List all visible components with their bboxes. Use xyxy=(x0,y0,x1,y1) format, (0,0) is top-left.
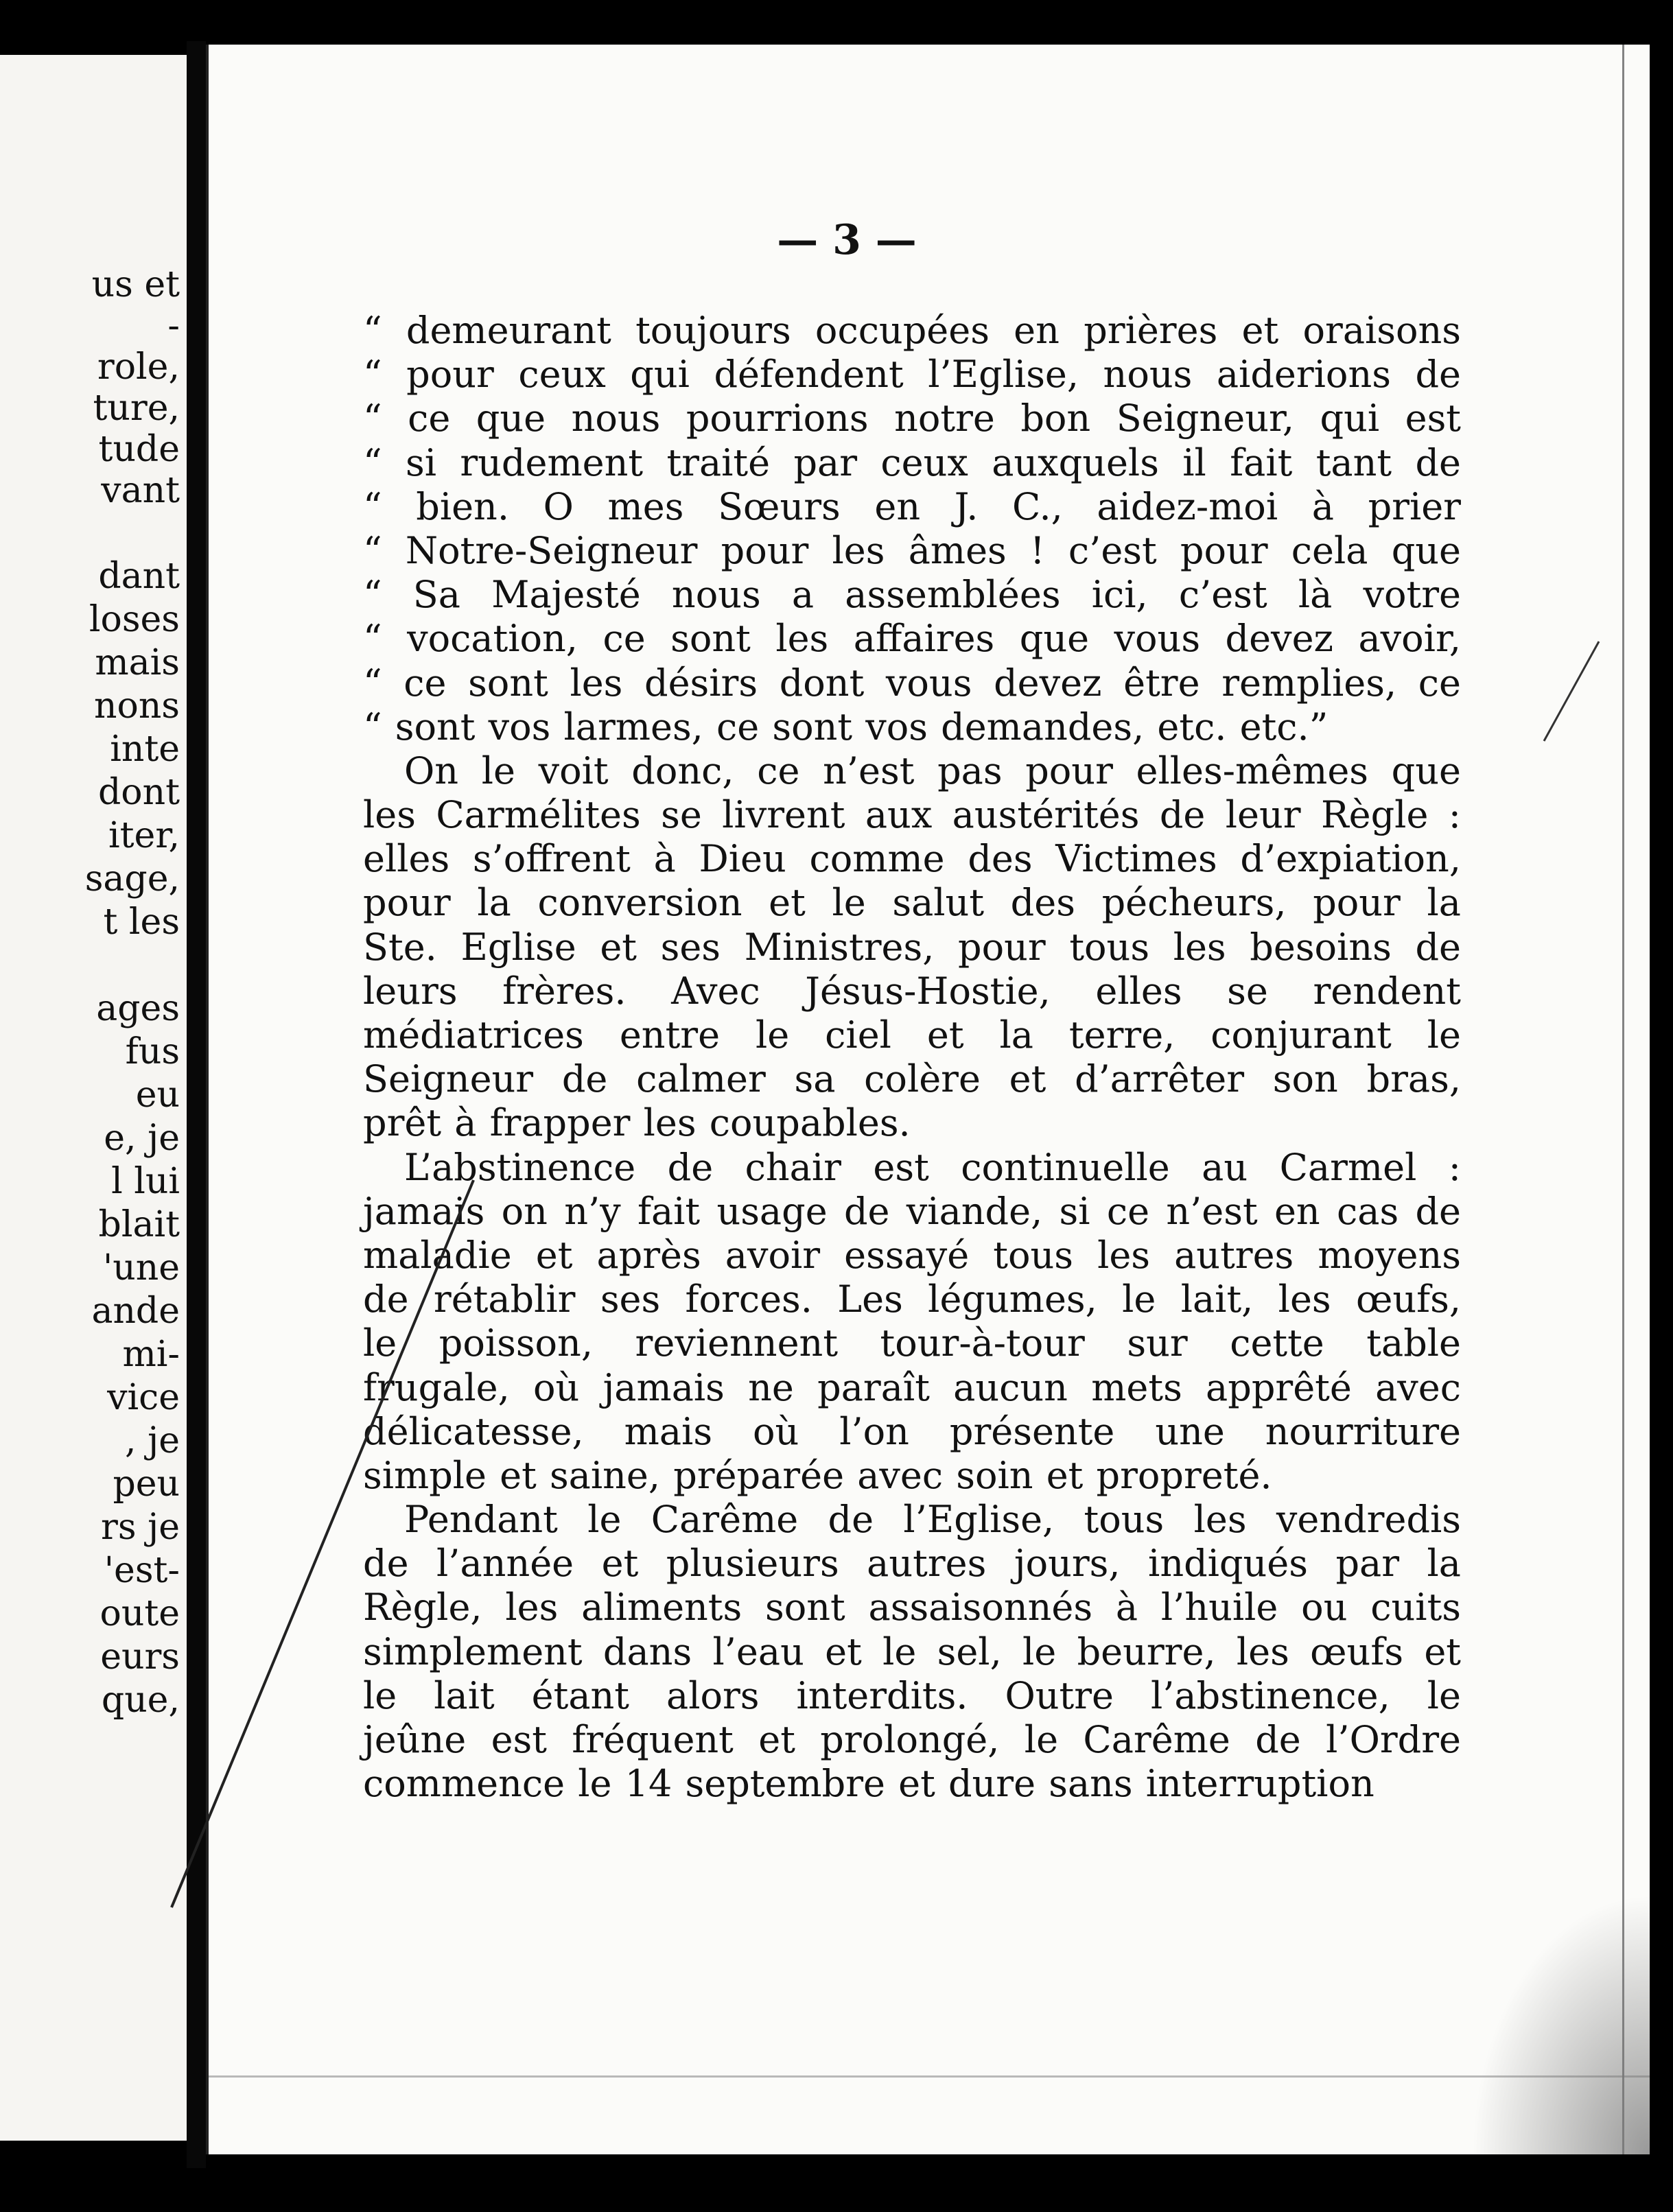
text-line: simple et saine, préparée avec soin et propreté. xyxy=(363,1453,1272,1497)
left-page-line: - xyxy=(167,305,180,346)
left-page-line: mi- xyxy=(122,1334,180,1375)
left-page-line: eurs xyxy=(100,1636,180,1678)
left-page-line: l lui xyxy=(111,1161,180,1202)
diagonal-pencil-line xyxy=(172,1180,473,1907)
left-page-line: dant xyxy=(98,556,180,597)
left-page-line: ages xyxy=(96,988,180,1029)
margin-pencil-mark xyxy=(1544,642,1599,741)
text-line: les Carmélites se livrent aux austérités de leur Règle : xyxy=(363,793,1461,837)
text-line: Pendant le Carême de l’Eglise, tous les vendredis xyxy=(404,1498,1461,1542)
left-page-line: e, je xyxy=(104,1118,180,1159)
left-page-line: role, xyxy=(97,346,180,388)
left-page-line: nons xyxy=(94,685,180,727)
text-line: médiatrices entre le ciel et la terre, conjurant le xyxy=(363,1013,1461,1057)
text-line: leurs frères. Avec Jésus-Hostie, elles se rendent xyxy=(363,969,1461,1013)
left-page-line: eu xyxy=(135,1074,180,1116)
left-page-line: , je xyxy=(125,1420,180,1461)
text-line: Règle, les aliments sont assaisonnés à l’huile ou cuits xyxy=(363,1586,1461,1629)
left-page-line: 'est- xyxy=(104,1550,180,1591)
text-line: jeûne est fréquent et prolongé, le Carême de l’Ordre xyxy=(363,1718,1461,1761)
left-page-line: tude xyxy=(98,429,180,470)
text-line: simplement dans l’eau et le sel, le beurre, les œufs et xyxy=(363,1629,1461,1673)
text-line: “ bien. O mes Sœurs en J. C., aidez-moi à prier xyxy=(363,484,1461,528)
text-line: de l’année et plusieurs autres jours, indiqués par la xyxy=(363,1542,1461,1586)
left-page-line: oute xyxy=(100,1593,180,1634)
left-page-line: t les xyxy=(103,902,180,943)
left-page-line: 'une xyxy=(102,1247,180,1289)
text-line: commence le 14 septembre et dure sans interruption xyxy=(363,1762,1374,1806)
left-page-line: us et xyxy=(91,264,180,305)
left-page-line: blait xyxy=(98,1204,180,1245)
left-page-line: sage, xyxy=(84,858,180,899)
text-line: “ vocation, ce sont les affaires que vous devez avoir, xyxy=(363,617,1461,661)
text-line: L’abstinence de chair est continuelle au Carmel : xyxy=(404,1145,1461,1189)
text-line: “ Notre-Seigneur pour les âmes ! c’est pour cela que xyxy=(363,528,1461,572)
text-line: maladie et après avoir essayé tous les autres moyens xyxy=(363,1233,1461,1277)
left-page-line: vant xyxy=(101,470,180,511)
text-line: “ demeurant toujours occupées en prières et oraisons xyxy=(363,309,1461,352)
page-number: — 3 — xyxy=(777,216,917,264)
text-line: Ste. Eglise et ses Ministres, pour tous les besoins de xyxy=(363,925,1461,969)
left-page-line: ture, xyxy=(93,388,180,429)
text-line: “ pour ceux qui défendent l’Eglise, nous aiderions de xyxy=(363,353,1461,397)
left-page-line: peu xyxy=(113,1463,180,1505)
left-page-line: inte xyxy=(110,729,180,770)
text-line: “ Sa Majesté nous a assemblées ici, c’est là votre xyxy=(363,573,1461,617)
text-line: “ ce que nous pourrions notre bon Seigneur, qui est xyxy=(363,397,1461,440)
text-line: On le voit donc, ce n’est pas pour elles-mêmes que xyxy=(404,749,1461,792)
text-line: prêt à frapper les coupables. xyxy=(363,1101,911,1145)
text-line: le poisson, reviennent tour-à-tour sur cette table xyxy=(363,1321,1461,1365)
text-line: le lait étant alors interdits. Outre l’abstinence, le xyxy=(363,1673,1461,1717)
left-page-line: fus xyxy=(125,1031,180,1072)
text-line: elles s’offrent à Dieu comme des Victimes d’expiation, xyxy=(363,837,1461,881)
text-line: pour la conversion et le salut des pécheurs, pour la xyxy=(363,881,1461,925)
left-page-line: loses xyxy=(89,599,180,640)
left-page-line: mais xyxy=(95,642,180,683)
left-page-line: iter, xyxy=(108,815,180,856)
text-line: jamais on n’y fait usage de viande, si ce n’est en cas de xyxy=(363,1189,1461,1233)
text-line: Seigneur de calmer sa colère et d’arrêter son bras, xyxy=(363,1057,1461,1101)
text-line: “ si rudement traité par ceux auxquels il fait tant de xyxy=(363,440,1461,484)
text-line: frugale, où jamais ne paraît aucun mets apprêté avec xyxy=(363,1365,1461,1409)
left-page-line: que, xyxy=(101,1680,180,1721)
text-line: de rétablir ses forces. Les légumes, le lait, les œufs, xyxy=(363,1278,1461,1321)
text-line: délicatesse, mais où l’on présente une nourriture xyxy=(363,1409,1461,1453)
left-page-line: ande xyxy=(91,1291,180,1332)
left-page-line: vice xyxy=(107,1377,180,1418)
left-page-line: rs je xyxy=(101,1507,180,1548)
left-page-line: dont xyxy=(98,772,180,813)
text-line: “ ce sont les désirs dont vous devez être remplies, ce xyxy=(363,661,1461,705)
text-line: “ sont vos larmes, ce sont vos demandes, etc. etc.” xyxy=(363,705,1329,749)
